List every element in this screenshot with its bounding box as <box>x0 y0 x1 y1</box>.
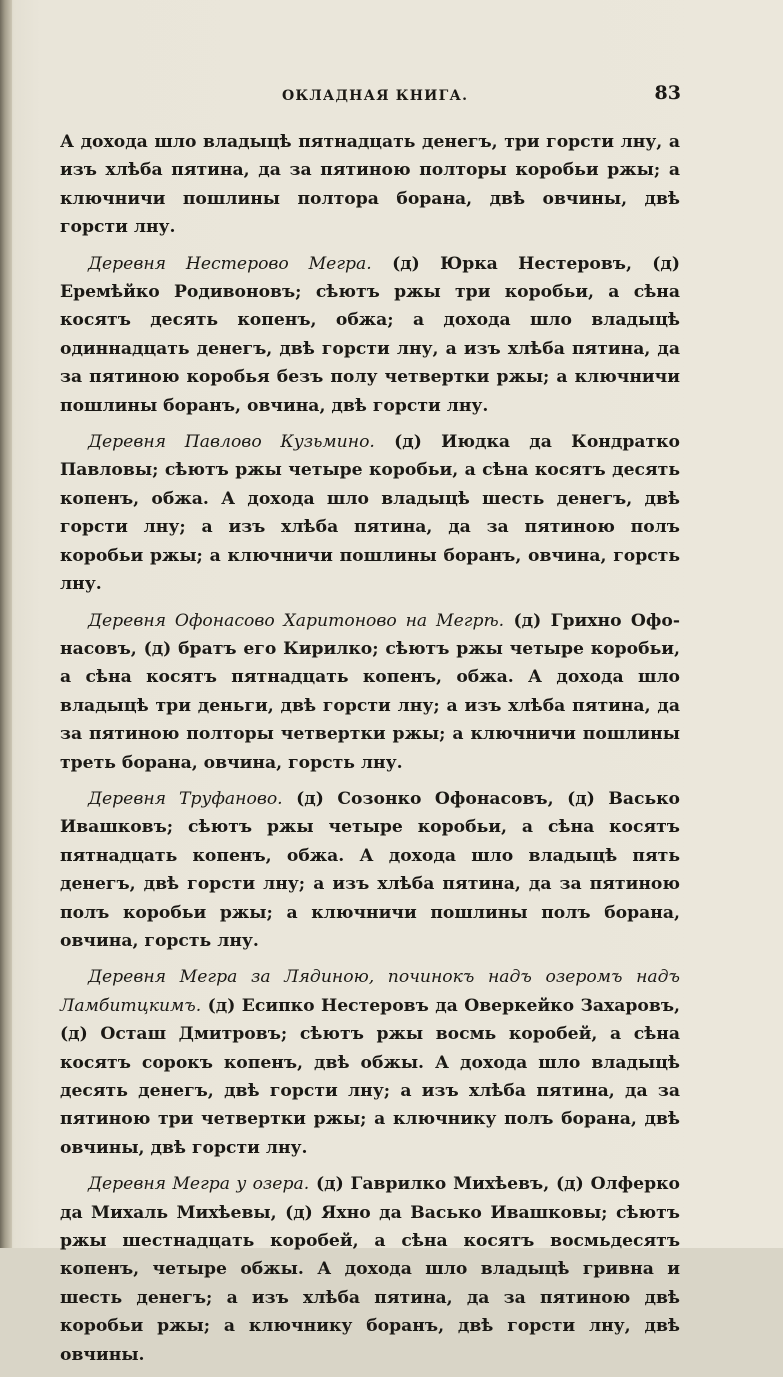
paragraph-2 <box>60 250 680 420</box>
paragraph-text: (д) Июдка да Кондратко Павловы; сѣютъ ржы четыре коробьи, а сѣна косятъ десять копенъ, обжа. А дохода шло владыцѣ шесть денегъ, двѣ горсти лну; а изъ хлѣба пятина, да за пятиною полъ коробьи ржы; а ключничи пошлины боранъ, овчина, горсть лну. <box>60 432 680 595</box>
village-name: Деревня Труфаново. <box>88 788 283 809</box>
paragraph-text: (д) Гаврилко Михѣевъ, (д) Олферко да Михаль Михѣевы, (д) Яхно да Васько Ивашковы; сѣютъ ржы шестнадцать коробей, а сѣна косятъ восмьдесятъ копенъ, четыре обжы. А дохода шло владыцѣ гривна и шесть денегъ; а изъ хлѣба пятина, да за пятиною двѣ коробьи ржы; а ключнику боранъ, двѣ горсти лну, двѣ овчины. <box>60 1174 680 1365</box>
page-header <box>60 82 680 112</box>
village-name: Деревня Нестерово Мегра. <box>88 253 372 274</box>
village-name: Деревня Павлово Кузьмино. <box>88 432 375 453</box>
page-number: 83 <box>654 82 681 104</box>
paragraph-text: А дохода шло владыцѣ пятнадцать денегъ, три горсти лну, а изъ хлѣба пятина, да за пятиною полторы коробьи ржы; а ключничи пошлины полтора борана, двѣ овчины, двѣ горсти лну. <box>60 132 680 238</box>
paragraph-6 <box>60 963 680 1162</box>
running-title: ОКЛАДНАЯ КНИГА. <box>282 88 469 104</box>
village-name: Деревня Офонасово Харитоново на Мегрѣ. <box>88 610 505 631</box>
paragraph-7 <box>60 1170 680 1369</box>
village-name: Деревня Мегра у озера. <box>88 1174 310 1195</box>
paragraph-5 <box>60 785 680 955</box>
paragraph-text: (д) Созонко Офонасовъ, (д) Васько Ивашковъ; сѣютъ ржы четыре коробьи, а сѣна косятъ пятнадцать копенъ, обжа. А дохода шло владыцѣ пять денегъ, двѣ горсти лну; а изъ хлѣба пятина, да за пятиною полъ коробьи ржы; а ключничи пошлины полъ борана, овчина, горсть лну. <box>60 788 680 951</box>
village-name: Деревня Мегра за Лядиною, починокъ надъ озеромъ надъ Ламбитцкимъ. <box>60 967 680 1016</box>
paragraph-text: (д) Грихно Офонасовъ, (д) братъ его Кирилко; сѣютъ ржы четыре коробьи, а сѣна косятъ пятнадцать копенъ, обжа. А дохода шло владыцѣ три деньги, двѣ горсти лну; а изъ хлѣба пятина, да за пятиною полторы четвертки ржы; а ключничи пошлины треть борана, овчина, горсть лну. <box>60 610 681 773</box>
paragraph-text: (д) Есипко Нестеровъ да Оверкейко Захаровъ, (д) Осташ Дмитровъ; сѣютъ ржы восмь коробей, а сѣна косятъ сорокъ копенъ, двѣ обжы. А дохода шло владыцѣ десять денегъ, двѣ горсти лну; а изъ хлѣба пятина, да за пятиною три четвертки ржы; а ключнику полъ борана, двѣ овчины, двѣ горсти лну. <box>60 995 680 1158</box>
paragraph-text: (д) Юрка Нестеровъ, (д) Еремѣйко Родивоновъ; сѣютъ ржы три коробьи, а сѣна косятъ десять копенъ, обжа; а дохода шло владыцѣ одиннадцать денегъ, двѣ горсти лну, а изъ хлѣба пятина, да за пятиною коробья безъ полу четвертки ржы; а ключничи пошлины боранъ, овчина, двѣ горсти лну. <box>60 253 681 416</box>
paragraph-3 <box>60 428 680 598</box>
paragraph-4 <box>60 607 680 777</box>
book-spine <box>0 0 12 1248</box>
page-body <box>60 128 680 1377</box>
paragraph-1 <box>60 128 680 242</box>
